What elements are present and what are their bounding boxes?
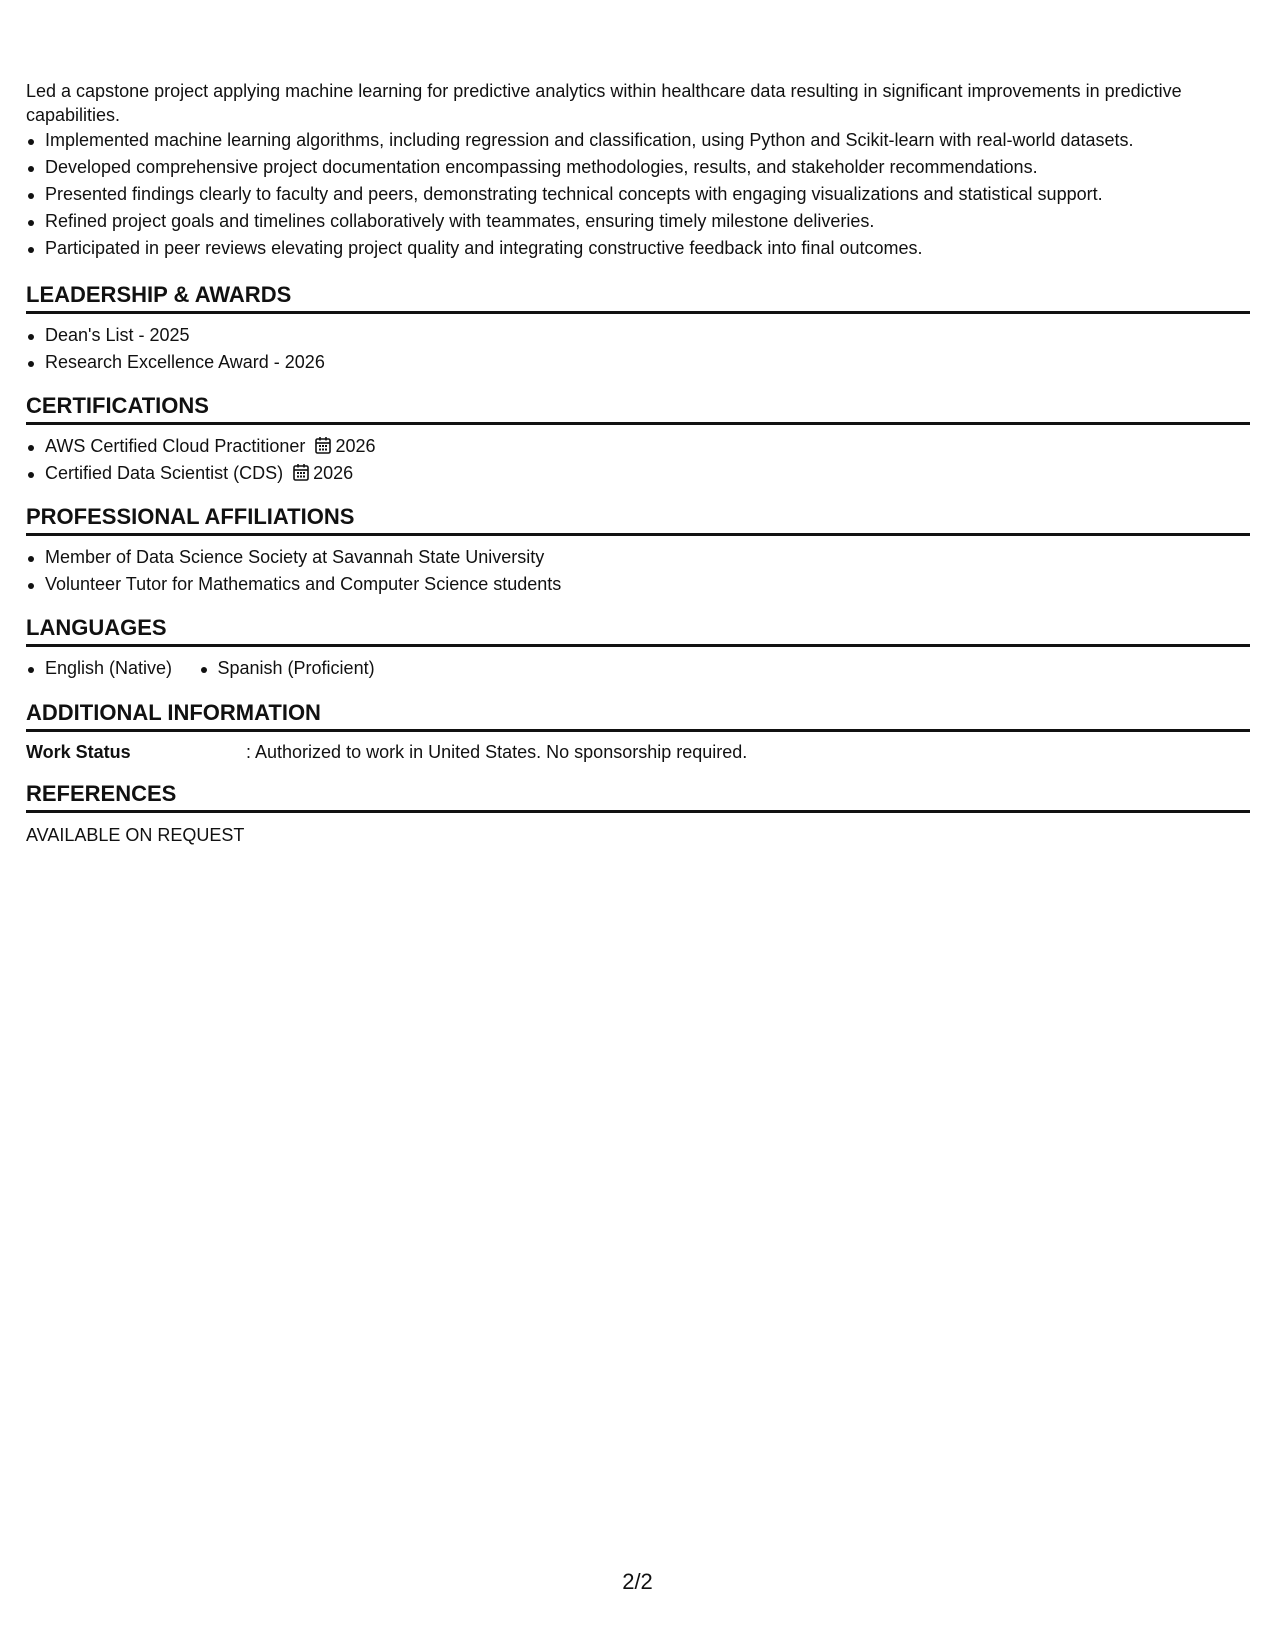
certification-item: [26, 460, 1250, 487]
calendar-icon: [315, 435, 331, 462]
certification-year: 2026: [313, 463, 354, 483]
list-item: Volunteer Tutor for Mathematics and Computer Science students: [26, 571, 1250, 598]
section-title-affiliations: PROFESSIONAL AFFILIATIONS: [26, 503, 1250, 536]
list-item: Presented findings clearly to faculty and peers, demonstrating technical concepts with engaging visualizations and statistical support.: [26, 181, 1250, 208]
section-title-additional: ADDITIONAL INFORMATION: [26, 699, 1250, 732]
section-title-leadership: LEADERSHIP & AWARDS: [26, 281, 1250, 314]
section-title-languages: LANGUAGES: [26, 614, 1250, 647]
certifications-list: [26, 433, 1250, 487]
leadership-list: [26, 322, 1250, 376]
list-item: Refined project goals and timelines collaboratively with teammates, ensuring timely milestone deliveries.: [26, 208, 1250, 235]
languages-list: [26, 655, 1250, 682]
certification-year: 2026: [335, 436, 376, 456]
list-item: Implemented machine learning algorithms, including regression and classification, using Python and Scikit-learn with real-world datasets.: [26, 127, 1250, 154]
page-number: 2/2: [622, 1569, 653, 1594]
affiliations-list: [26, 544, 1250, 598]
project-bullets: [26, 127, 1250, 262]
certification-name: AWS Certified Cloud Practitioner: [45, 436, 306, 456]
certification-name: Certified Data Scientist (CDS): [45, 463, 284, 483]
section-title-certifications: CERTIFICATIONS: [26, 392, 1250, 425]
list-item: Developed comprehensive project documentation encompassing methodologies, results, and stakeholder recommendations.: [26, 154, 1250, 181]
certification-item: [26, 433, 1250, 460]
language-item: Spanish (Proficient): [199, 655, 375, 682]
list-item: Research Excellence Award - 2026: [26, 349, 1250, 376]
list-item: Member of Data Science Society at Savannah State University: [26, 544, 1250, 571]
references-text: AVAILABLE ON REQUEST: [26, 825, 245, 845]
language-item: English (Native): [26, 655, 172, 682]
work-status-value: : Authorized to work in United States. No sponsorship required.: [246, 742, 748, 762]
list-item: Participated in peer reviews elevating project quality and integrating constructive feedback into final outcomes.: [26, 235, 1250, 262]
section-title-references: REFERENCES: [26, 780, 1250, 813]
calendar-icon: [293, 462, 309, 489]
work-status-label: Work Status: [26, 742, 131, 762]
list-item: Dean's List - 2025: [26, 322, 1250, 349]
project-intro: Led a capstone project applying machine learning for predictive analytics within healthcare data resulting in significant improvements in predictive capabilities.: [26, 81, 1182, 125]
work-status-row: [26, 740, 747, 764]
